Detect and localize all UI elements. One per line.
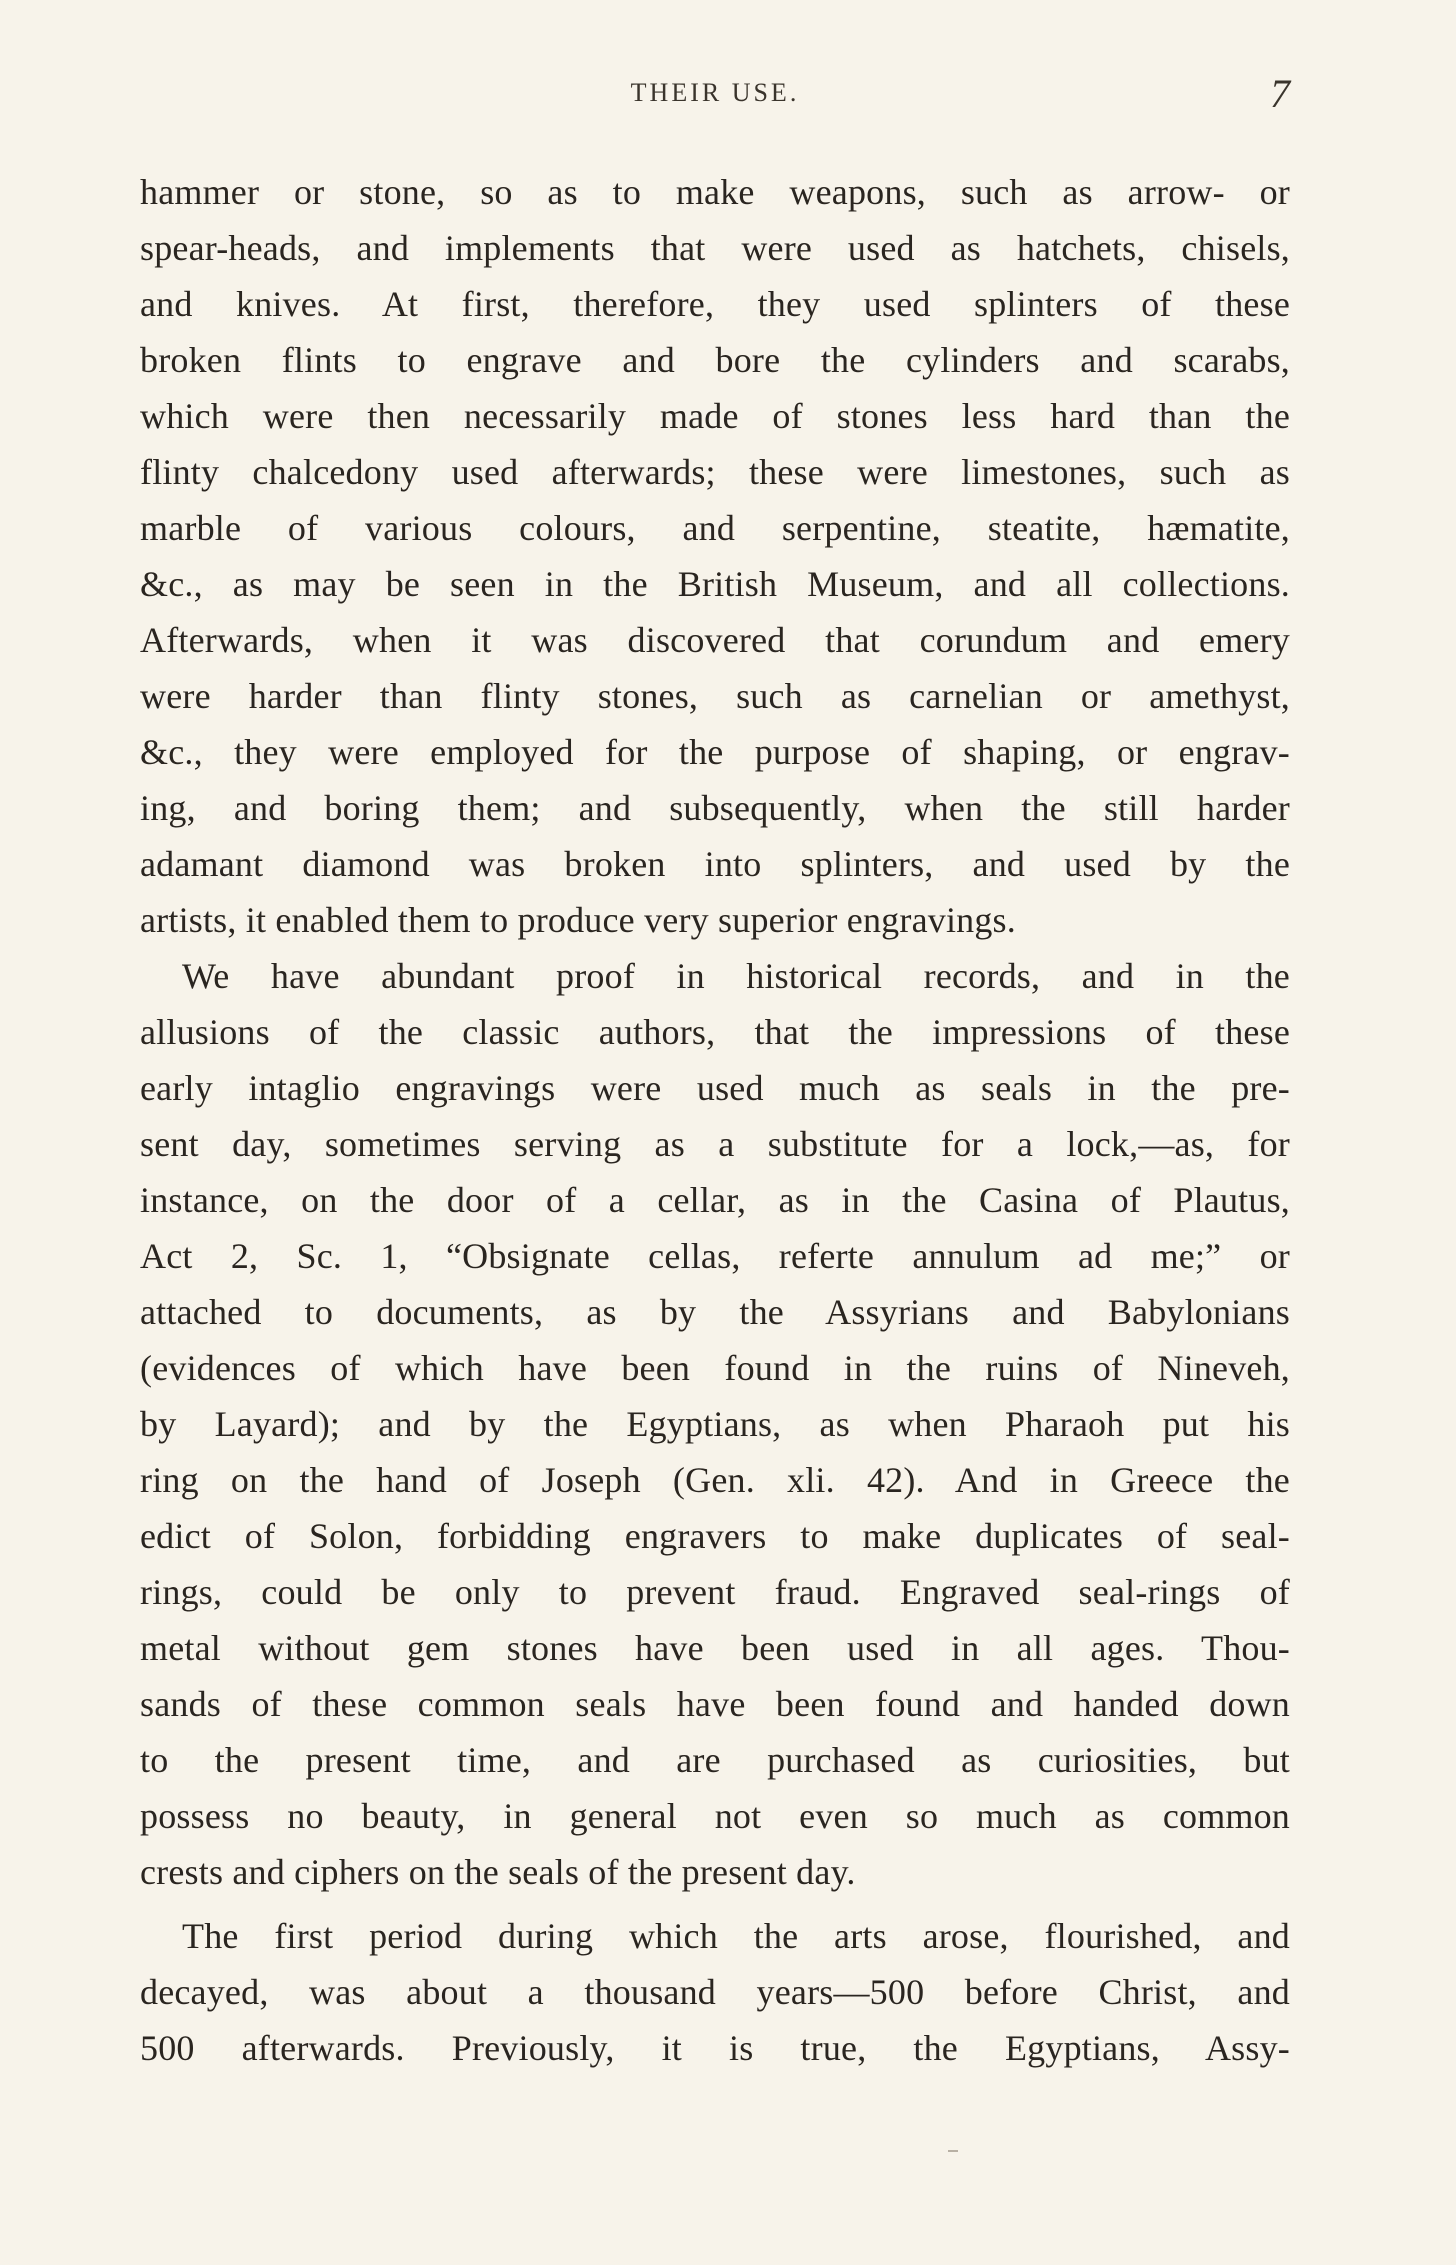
text-line: flinty chalcedony used afterwards; these were limestones, such as: [140, 452, 1290, 492]
text-line: The first period during which the arts arose, flourished, and: [182, 1916, 1290, 1956]
text-line: We have abundant proof in historical records, and in the: [182, 956, 1290, 996]
text-line: hammer or stone, so as to make weapons, such as arrow- or: [140, 172, 1290, 212]
text-line: ring on the hand of Joseph (Gen. xli. 42). And in Greece the: [140, 1460, 1290, 1500]
text-line: metal without gem stones have been used in all ages. Thou-: [140, 1628, 1290, 1668]
text-line: 500 afterwards. Previously, it is true, the Egyptians, Assy-: [140, 2028, 1290, 2068]
text-line: adamant diamond was broken into splinters, and used by the: [140, 844, 1290, 884]
text-line: crests and ciphers on the seals of the present day.: [140, 1852, 856, 1892]
text-line: &c., as may be seen in the British Museum, and all collections.: [140, 564, 1290, 604]
text-line: possess no beauty, in general not even so much as common: [140, 1796, 1290, 1836]
text-line: edict of Solon, forbidding engravers to make duplicates of seal-: [140, 1516, 1290, 1556]
running-title: THEIR USE.: [630, 78, 800, 107]
paragraph-2: [140, 948, 1290, 1900]
text-line: which were then necessarily made of stones less hard than the: [140, 396, 1290, 436]
text-line: and knives. At first, therefore, they used splinters of these: [140, 284, 1290, 324]
text-line: &c., they were employed for the purpose of shaping, or engrav-: [140, 732, 1290, 772]
page-number: 7: [1270, 71, 1290, 116]
text-line: early intaglio engravings were used much as seals in the pre-: [140, 1068, 1290, 1108]
paragraph-1: [140, 164, 1290, 948]
text-line: sent day, sometimes serving as a substitute for a lock,—as, for: [140, 1124, 1290, 1164]
text-line: artists, it enabled them to produce very superior engravings.: [140, 900, 1016, 940]
text-line: sands of these common seals have been found and handed down: [140, 1684, 1290, 1724]
text-line: marble of various colours, and serpentine, steatite, hæmatite,: [140, 508, 1290, 548]
text-line: ing, and boring them; and subsequently, when the still harder: [140, 788, 1290, 828]
text-line: attached to documents, as by the Assyrians and Babylonians: [140, 1292, 1290, 1332]
text-line: Afterwards, when it was discovered that corundum and emery: [140, 620, 1290, 660]
text-line: rings, could be only to prevent fraud. Engraved seal-rings of: [140, 1572, 1290, 1612]
text-line: (evidences of which have been found in the ruins of Nineveh,: [140, 1348, 1290, 1388]
running-head: [140, 70, 1290, 120]
body-text: [140, 164, 1290, 2076]
paragraph-3: [140, 1908, 1290, 2076]
text-line: Act 2, Sc. 1, “Obsignate cellas, referte annulum ad me;” or: [140, 1236, 1290, 1276]
text-line: decayed, was about a thousand years—500 before Christ, and: [140, 1972, 1290, 2012]
text-line: spear-heads, and implements that were used as hatchets, chisels,: [140, 228, 1290, 268]
text-line: were harder than flinty stones, such as carnelian or amethyst,: [140, 676, 1290, 716]
text-line: allusions of the classic authors, that the impressions of these: [140, 1012, 1290, 1052]
text-line: to the present time, and are purchased as curiosities, but: [140, 1740, 1290, 1780]
text-line: instance, on the door of a cellar, as in the Casina of Plautus,: [140, 1180, 1290, 1220]
text-line: by Layard); and by the Egyptians, as when Pharaoh put his: [140, 1404, 1290, 1444]
text-line: broken flints to engrave and bore the cylinders and scarabs,: [140, 340, 1290, 380]
paragraph-gap: [140, 1900, 1290, 1908]
printer-mark: [948, 2150, 958, 2152]
